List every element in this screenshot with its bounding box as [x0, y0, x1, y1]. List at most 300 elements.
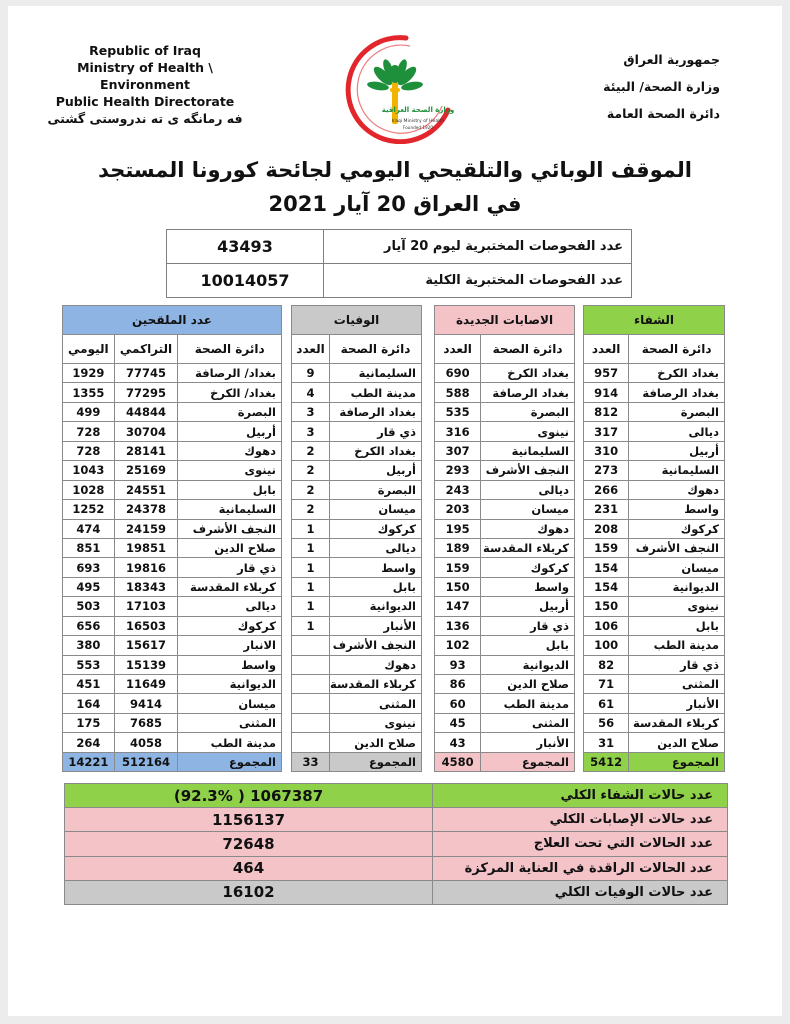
- column-header-row: [63, 335, 282, 364]
- count-cell: 293: [435, 461, 481, 480]
- count-cell: 914: [584, 383, 629, 402]
- header-arabic: [570, 46, 720, 127]
- count-cell: 71: [584, 675, 629, 694]
- count-cell: 264: [63, 733, 115, 752]
- count-cell: 86: [435, 675, 481, 694]
- count-cell: 82: [584, 655, 629, 674]
- total-summary-row: [65, 880, 728, 904]
- count-cell: 18343: [114, 577, 178, 596]
- table-row: [63, 713, 282, 732]
- count-cell: 30704: [114, 422, 178, 441]
- total-summary-row: [65, 784, 728, 808]
- table-row: [435, 636, 575, 655]
- health-directorate-cell: بابل: [481, 636, 575, 655]
- recovered-table: [583, 305, 725, 772]
- health-directorate-cell: أربيل: [178, 422, 282, 441]
- table-row: [63, 694, 282, 713]
- table-row: [292, 713, 422, 732]
- column-header: العدد: [435, 335, 481, 364]
- health-directorate-cell: النجف الأشرف: [330, 636, 422, 655]
- table-row: [63, 461, 282, 480]
- table-row: [63, 616, 282, 635]
- count-cell: 77295: [114, 383, 178, 402]
- table-row: [435, 733, 575, 752]
- count-cell: 189: [435, 538, 481, 557]
- table-row: [435, 713, 575, 732]
- count-cell: 4058: [114, 733, 178, 752]
- table-row: [435, 558, 575, 577]
- table-row: [63, 402, 282, 421]
- health-directorate-cell: بغداد الكرخ: [629, 364, 725, 383]
- health-directorate-cell: صلاح الدين: [481, 675, 575, 694]
- table-row: [292, 364, 422, 383]
- health-directorate-cell: البصرة: [330, 480, 422, 499]
- count-cell: 656: [63, 616, 115, 635]
- health-directorate-cell: المثنى: [481, 713, 575, 732]
- national-totals-table: [64, 783, 728, 905]
- total-summary-value: 464: [65, 856, 433, 880]
- total-summary-value: 72648: [65, 832, 433, 856]
- count-cell: 553: [63, 655, 115, 674]
- health-directorate-cell: أربيل: [481, 597, 575, 616]
- table-row: [584, 558, 725, 577]
- count-cell: 1: [292, 597, 330, 616]
- table-row: [292, 675, 422, 694]
- count-cell: 60: [435, 694, 481, 713]
- table-row: [435, 616, 575, 635]
- health-directorate-cell: الأنبار: [481, 733, 575, 752]
- table-row: [292, 441, 422, 460]
- health-directorate-cell: مدينة الطب: [330, 383, 422, 402]
- table-row: [435, 461, 575, 480]
- count-cell: 93: [435, 655, 481, 674]
- column-header: دائرة الصحة: [481, 335, 575, 364]
- table-row: [435, 655, 575, 674]
- count-cell: 474: [63, 519, 115, 538]
- count-cell: 1: [292, 616, 330, 635]
- health-directorate-cell: كربلاء المقدسة: [330, 675, 422, 694]
- health-directorate-cell: الديوانية: [481, 655, 575, 674]
- table-title: الاصابات الجديدة: [435, 306, 575, 335]
- health-directorate-cell: نينوى: [330, 713, 422, 732]
- total-summary-value: 16102: [65, 880, 433, 904]
- table-row: [292, 694, 422, 713]
- count-cell: 136: [435, 616, 481, 635]
- total-summary-row: [65, 808, 728, 832]
- table-row: [292, 597, 422, 616]
- table-row: [63, 597, 282, 616]
- total-summary-label: عدد حالات الوفيات الكلي: [433, 880, 728, 904]
- health-directorate-cell: ذي قار: [481, 616, 575, 635]
- count-cell: 28141: [114, 441, 178, 460]
- health-directorate-cell: واسط: [629, 500, 725, 519]
- total-cumulative: 512164: [114, 752, 178, 771]
- count-cell: 15617: [114, 636, 178, 655]
- health-directorate-cell: السليمانية: [481, 441, 575, 460]
- health-directorate-cell: مدينة الطب: [481, 694, 575, 713]
- count-cell: 195: [435, 519, 481, 538]
- health-directorate-cell: المثنى: [629, 675, 725, 694]
- count-cell: [292, 713, 330, 732]
- column-header: دائرة الصحة: [330, 335, 422, 364]
- health-directorate-cell: دهوك: [481, 519, 575, 538]
- health-directorate-cell: السليمانية: [178, 500, 282, 519]
- health-directorate-cell: ذي قار: [330, 422, 422, 441]
- total-row: [292, 752, 422, 771]
- count-cell: 317: [584, 422, 629, 441]
- lab-tests-row: [167, 230, 632, 264]
- lab-tests-table: [166, 229, 632, 298]
- header-en-line: Republic of Iraq: [89, 43, 201, 58]
- total-summary-label: عدد الحالات الراقدة في العناية المركزة: [433, 856, 728, 880]
- table-row: [584, 675, 725, 694]
- count-cell: 25169: [114, 461, 178, 480]
- count-cell: 1028: [63, 480, 115, 499]
- count-cell: 164: [63, 694, 115, 713]
- health-directorate-cell: كربلاء المقدسة: [629, 713, 725, 732]
- table-row: [584, 616, 725, 635]
- health-directorate-cell: الديوانية: [629, 577, 725, 596]
- total-value: 5412: [584, 752, 629, 771]
- table-row: [63, 441, 282, 460]
- table-title-row: [435, 306, 575, 335]
- total-daily: 14221: [63, 752, 115, 771]
- health-directorate-cell: بغداد/ الكرخ: [178, 383, 282, 402]
- table-title: عدد الملقحين: [63, 306, 282, 335]
- count-cell: 812: [584, 402, 629, 421]
- header-ar-line: دائرة الصحة العامة: [606, 106, 720, 121]
- table-row: [292, 519, 422, 538]
- health-directorate-cell: واسط: [330, 558, 422, 577]
- health-directorate-cell: كركوك: [629, 519, 725, 538]
- table-row: [292, 383, 422, 402]
- count-cell: 535: [435, 402, 481, 421]
- count-cell: 4: [292, 383, 330, 402]
- count-cell: [292, 655, 330, 674]
- count-cell: 1: [292, 558, 330, 577]
- health-directorate-cell: البصرة: [629, 402, 725, 421]
- count-cell: 208: [584, 519, 629, 538]
- count-cell: 495: [63, 577, 115, 596]
- count-cell: 1929: [63, 364, 115, 383]
- table-row: [292, 636, 422, 655]
- table-row: [584, 694, 725, 713]
- vaccinated-table: [62, 305, 282, 772]
- health-directorate-cell: دهوك: [178, 441, 282, 460]
- health-directorate-cell: كربلاء المقدسة: [178, 577, 282, 596]
- count-cell: 175: [63, 713, 115, 732]
- column-header: دائرة الصحة: [629, 335, 725, 364]
- count-cell: 19816: [114, 558, 178, 577]
- table-row: [63, 733, 282, 752]
- count-cell: 159: [435, 558, 481, 577]
- table-title: الشفاء: [584, 306, 725, 335]
- count-cell: 693: [63, 558, 115, 577]
- table-row: [584, 519, 725, 538]
- health-directorate-cell: ميسان: [629, 558, 725, 577]
- table-row: [63, 636, 282, 655]
- column-header-row: [584, 335, 725, 364]
- health-directorate-cell: بغداد الكرخ: [330, 441, 422, 460]
- table-row: [584, 383, 725, 402]
- table-row: [63, 519, 282, 538]
- table-row: [435, 519, 575, 538]
- count-cell: 231: [584, 500, 629, 519]
- table-row: [292, 480, 422, 499]
- total-summary-row: [65, 832, 728, 856]
- count-cell: 243: [435, 480, 481, 499]
- table-row: [292, 655, 422, 674]
- bulletin-sheet: [8, 6, 782, 1016]
- total-summary-row: [65, 856, 728, 880]
- health-directorate-cell: بابل: [330, 577, 422, 596]
- count-cell: 159: [584, 538, 629, 557]
- count-cell: 45: [435, 713, 481, 732]
- total-summary-label: عدد حالات الإصابات الكلي: [433, 808, 728, 832]
- count-cell: 1: [292, 538, 330, 557]
- header-en-line: Ministry of Health \ Environment: [77, 60, 213, 92]
- count-cell: 266: [584, 480, 629, 499]
- table-row: [63, 577, 282, 596]
- column-header: دائرة الصحة: [178, 335, 282, 364]
- table-row: [584, 597, 725, 616]
- table-row: [63, 675, 282, 694]
- count-cell: 273: [584, 461, 629, 480]
- health-directorate-cell: السليمانية: [629, 461, 725, 480]
- health-directorate-cell: أربيل: [330, 461, 422, 480]
- column-header: التراكمي: [114, 335, 178, 364]
- column-header-row: [435, 335, 575, 364]
- health-directorate-cell: المثنى: [178, 713, 282, 732]
- table-row: [63, 538, 282, 557]
- count-cell: 7685: [114, 713, 178, 732]
- table-title: الوفيات: [292, 306, 422, 335]
- total-value: 4580: [435, 752, 481, 771]
- table-row: [435, 441, 575, 460]
- count-cell: 851: [63, 538, 115, 557]
- count-cell: 957: [584, 364, 629, 383]
- health-directorate-cell: بغداد الكرخ: [481, 364, 575, 383]
- header-english: [30, 42, 260, 127]
- count-cell: 31: [584, 733, 629, 752]
- health-directorate-cell: بغداد الرصافة: [330, 402, 422, 421]
- table-row: [292, 422, 422, 441]
- header-kurdish-line: فه رمانگه ى ته ندروستى گشتى: [47, 111, 243, 126]
- table-row: [584, 422, 725, 441]
- health-directorate-cell: بغداد الرصافة: [629, 383, 725, 402]
- health-directorate-cell: الديوانية: [178, 675, 282, 694]
- count-cell: [292, 733, 330, 752]
- count-cell: 2: [292, 441, 330, 460]
- health-directorate-cell: كركوك: [178, 616, 282, 635]
- table-row: [435, 500, 575, 519]
- table-row: [584, 364, 725, 383]
- health-directorate-cell: بغداد الرصافة: [481, 383, 575, 402]
- logo-founded: Founded 1920: [402, 125, 434, 130]
- count-cell: 1043: [63, 461, 115, 480]
- count-cell: 3: [292, 402, 330, 421]
- count-cell: 1: [292, 519, 330, 538]
- health-directorate-cell: ديالى: [629, 422, 725, 441]
- count-cell: 2: [292, 461, 330, 480]
- logo-text-en: Iraqi Ministry of Health: [391, 119, 445, 124]
- count-cell: 9414: [114, 694, 178, 713]
- health-directorate-cell: نينوى: [178, 461, 282, 480]
- table-row: [435, 480, 575, 499]
- count-cell: 100: [584, 636, 629, 655]
- count-cell: 17103: [114, 597, 178, 616]
- count-cell: 24159: [114, 519, 178, 538]
- count-cell: 2: [292, 480, 330, 499]
- count-cell: 1: [292, 577, 330, 596]
- column-header: العدد: [584, 335, 629, 364]
- table-row: [435, 364, 575, 383]
- total-row: [63, 752, 282, 771]
- column-header-row: [292, 335, 422, 364]
- page-title: الموقف الوبائي والتلقيحي اليومي لجائحة كورونا المستجد: [98, 158, 692, 182]
- count-cell: 15139: [114, 655, 178, 674]
- table-row: [584, 538, 725, 557]
- count-cell: 154: [584, 558, 629, 577]
- health-directorate-cell: دهوك: [330, 655, 422, 674]
- logo-text-ar: وزارة الصحة العراقية: [381, 106, 455, 114]
- count-cell: 307: [435, 441, 481, 460]
- count-cell: 3: [292, 422, 330, 441]
- column-header: العدد: [292, 335, 330, 364]
- palm-tree-icon: [366, 58, 423, 124]
- count-cell: 77745: [114, 364, 178, 383]
- count-cell: 588: [435, 383, 481, 402]
- total-row: [435, 752, 575, 771]
- count-cell: 451: [63, 675, 115, 694]
- table-row: [435, 422, 575, 441]
- lab-tests-value: 43493: [167, 230, 324, 264]
- health-directorate-cell: كركوك: [481, 558, 575, 577]
- count-cell: 19851: [114, 538, 178, 557]
- health-directorate-cell: السليمانية: [330, 364, 422, 383]
- table-row: [63, 558, 282, 577]
- table-row: [435, 538, 575, 557]
- table-row: [584, 480, 725, 499]
- health-directorate-cell: بابل: [178, 480, 282, 499]
- count-cell: 150: [584, 597, 629, 616]
- count-cell: 11649: [114, 675, 178, 694]
- health-directorate-cell: بغداد/ الرصافة: [178, 364, 282, 383]
- table-row: [292, 500, 422, 519]
- table-row: [292, 461, 422, 480]
- count-cell: 1252: [63, 500, 115, 519]
- health-directorate-cell: صلاح الدين: [178, 538, 282, 557]
- total-summary-value: 1156137: [65, 808, 433, 832]
- table-row: [584, 636, 725, 655]
- health-directorate-cell: النجف الأشرف: [178, 519, 282, 538]
- lab-tests-row: [167, 264, 632, 298]
- count-cell: 56: [584, 713, 629, 732]
- table-row: [63, 422, 282, 441]
- count-cell: 203: [435, 500, 481, 519]
- health-directorate-cell: بابل: [629, 616, 725, 635]
- table-title-row: [63, 306, 282, 335]
- total-summary-value: 1067387 ( 92.3%): [65, 784, 433, 808]
- lab-tests-value: 10014057: [167, 264, 324, 298]
- table-row: [63, 655, 282, 674]
- health-directorate-cell: أربيل: [629, 441, 725, 460]
- count-cell: 690: [435, 364, 481, 383]
- table-row: [292, 402, 422, 421]
- health-directorate-cell: ديالى: [330, 538, 422, 557]
- total-label: المجموع: [629, 752, 725, 771]
- health-directorate-cell: مدينة الطب: [629, 636, 725, 655]
- count-cell: 61: [584, 694, 629, 713]
- count-cell: 16503: [114, 616, 178, 635]
- count-cell: 2: [292, 500, 330, 519]
- count-cell: 503: [63, 597, 115, 616]
- health-directorate-cell: واسط: [481, 577, 575, 596]
- health-directorate-cell: واسط: [178, 655, 282, 674]
- count-cell: 9: [292, 364, 330, 383]
- count-cell: 728: [63, 422, 115, 441]
- table-row: [584, 713, 725, 732]
- health-directorate-cell: البصرة: [178, 402, 282, 421]
- health-directorate-cell: النجف الأشرف: [629, 538, 725, 557]
- health-directorate-cell: نينوى: [481, 422, 575, 441]
- header-ar-line: وزارة الصحة/ البيئة: [603, 79, 720, 94]
- health-directorate-cell: صلاح الدين: [330, 733, 422, 752]
- health-directorate-cell: النجف الأشرف: [481, 461, 575, 480]
- table-row: [292, 733, 422, 752]
- ministry-logo-icon: [336, 32, 460, 144]
- table-row: [435, 383, 575, 402]
- health-directorate-cell: مدينة الطب: [178, 733, 282, 752]
- count-cell: [292, 694, 330, 713]
- table-row: [584, 500, 725, 519]
- table-row: [292, 558, 422, 577]
- count-cell: 24378: [114, 500, 178, 519]
- table-row: [435, 597, 575, 616]
- total-summary-label: عدد الحالات التي تحت العلاج: [433, 832, 728, 856]
- health-directorate-cell: صلاح الدين: [629, 733, 725, 752]
- count-cell: 1355: [63, 383, 115, 402]
- health-directorate-cell: ذي قار: [629, 655, 725, 674]
- total-value: 33: [292, 752, 330, 771]
- total-label: المجموع: [481, 752, 575, 771]
- table-row: [584, 402, 725, 421]
- table-title-row: [584, 306, 725, 335]
- count-cell: [292, 675, 330, 694]
- count-cell: 43: [435, 733, 481, 752]
- health-directorate-cell: كركوك: [330, 519, 422, 538]
- count-cell: 310: [584, 441, 629, 460]
- health-directorate-cell: دهوك: [629, 480, 725, 499]
- count-cell: 106: [584, 616, 629, 635]
- table-row: [584, 733, 725, 752]
- count-cell: 102: [435, 636, 481, 655]
- count-cell: 24551: [114, 480, 178, 499]
- table-row: [584, 655, 725, 674]
- health-directorate-cell: الأنبار: [330, 616, 422, 635]
- health-directorate-cell: ذي قار: [178, 558, 282, 577]
- count-cell: 44844: [114, 402, 178, 421]
- table-title-row: [292, 306, 422, 335]
- table-row: [435, 577, 575, 596]
- health-directorate-cell: الانبار: [178, 636, 282, 655]
- table-row: [63, 383, 282, 402]
- health-directorate-cell: نينوى: [629, 597, 725, 616]
- health-directorate-cell: المثنى: [330, 694, 422, 713]
- total-label: المجموع: [330, 752, 422, 771]
- health-directorate-cell: الأنبار: [629, 694, 725, 713]
- count-cell: [292, 636, 330, 655]
